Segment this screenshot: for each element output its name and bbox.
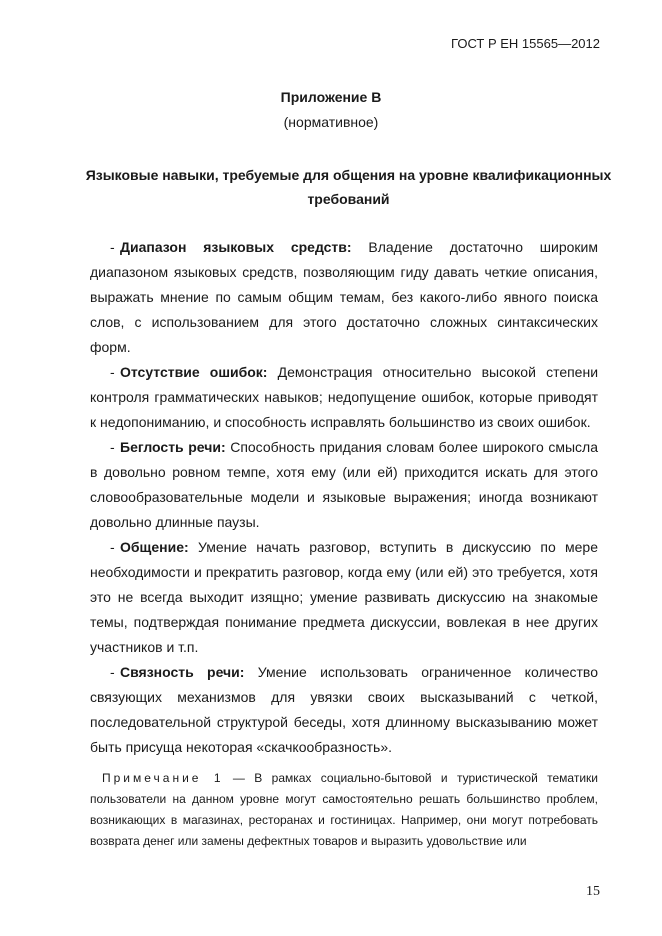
document-body [90, 235, 598, 864]
list-dash: - [110, 539, 115, 555]
standard-code: ГОСТ Р ЕН 15565—2012 [451, 36, 600, 51]
note-label: Примечание 1 [102, 771, 224, 785]
list-dash: - [110, 364, 115, 380]
note [90, 768, 598, 852]
item-term: Общение: [120, 539, 189, 555]
item-term: Связность речи: [120, 664, 245, 680]
item-term: Беглость речи: [120, 439, 226, 455]
list-item [90, 660, 598, 760]
note-text: — В рамках социально-бытовой и туристической тематики пользователи на данном уровне могут самостоятельно решать большинство проблем, возникающих в магазинах, ресторанах и гостиницах. Например, они могут потребовать возврата денег или замены дефектных товаров и выразить удовольствие или [90, 771, 598, 848]
item-term: Диапазон языковых средств: [120, 239, 352, 255]
item-text: Умение начать разговор, вступить в дискуссию по мере необходимости и прекратить разговор, когда ему (или ей) это требуется, хотя это не всегда выходит изящно; умение развивать дискуссию на знакомые темы, подтверждая понимание предмета дискуссии, вовлекая в нее других участников и т.п. [90, 539, 598, 655]
section-title: Языковые навыки, требуемые для общения на уровне квалификационных требований [85, 167, 612, 207]
item-text: Владение достаточно широким диапазоном языковых средств, позволяющим гиду давать четкие описания, выражать мнение по самым общим темам, без какого-либо явного поиска слов, с использованием для этого достаточно сложных синтаксических форм. [90, 239, 598, 355]
appendix-title: Приложение В [280, 89, 382, 105]
list-dash: - [110, 239, 115, 255]
list-item [90, 360, 598, 435]
item-term: Отсутствие ошибок: [120, 364, 268, 380]
list-item [90, 435, 598, 535]
list-dash: - [110, 664, 115, 680]
item-text: Умение использовать ограниченное количество связующих механизмов для увязки своих высказываний с четкой, последовательной структурой беседы, хотя длинному высказыванию может быть присуща некоторая «скачкообразность». [90, 664, 598, 755]
item-text: Демонстрация относительно высокой степени контроля грамматических навыков; недопущение ошибок, которые приводят к недопониманию, и способность исправлять большинство из своих ошибок. [90, 364, 599, 430]
appendix-subtitle: (нормативное) [283, 114, 379, 130]
page-number: 15 [586, 884, 600, 899]
list-item [90, 535, 598, 660]
list-dash: - [110, 439, 115, 455]
list-item [90, 235, 598, 360]
item-text: Способность придания словам более широкого смысла в довольно ровном темпе, хотя ему (или ей) приходится искать для этого словообразовательные модели и языковые выражения; иногда возникают довольно длинные паузы. [90, 439, 598, 530]
